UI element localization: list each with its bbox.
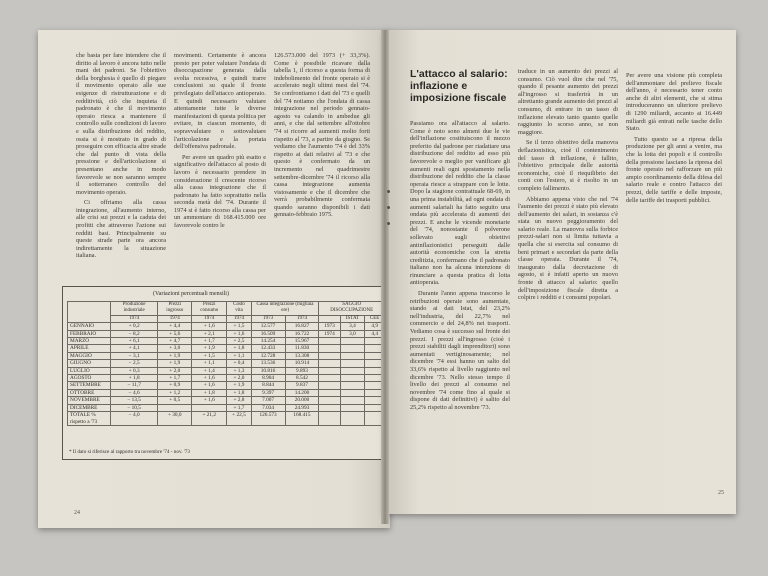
table-row: [68, 338, 385, 345]
table-cell-ingr: + 3,0: [158, 345, 192, 352]
table-cell-ingr: + 1,9: [158, 352, 192, 359]
table-cell-month: LUGLIO: [68, 367, 111, 374]
table-cell-istat: [340, 412, 365, 426]
table-cell-month: NOVEMBRE: [68, 397, 111, 404]
table-cell-ci73: 126.573: [251, 412, 285, 426]
col-header: Prezzi consumo: [192, 302, 227, 316]
left-column-2: [174, 52, 266, 304]
table-cell-ingr: + 5,6: [158, 330, 192, 337]
table-cell-ingr: + 1,9: [158, 360, 192, 367]
table-row: [68, 382, 385, 389]
sub-header: CEE: [365, 315, 385, 322]
paragraph: Per avere una visione più completa dell'ammontare del prelievo fiscale dell'anno, è necessario tener conto anche di altri elementi, che si stima introduceranno un ulteriore prelievo di 1290 miliardi, accanto ai 16.449 miliardi già entrati nelle tasche dello Stato.: [626, 72, 722, 133]
table-cell-ci74: 168.415: [285, 412, 319, 426]
table-cell-prod: + 0,2: [111, 323, 158, 330]
table-row: [68, 352, 385, 359]
right-column-2: [518, 68, 618, 496]
table-cell-ci74: 9.837: [285, 382, 319, 389]
col-header: SAGGIO DISOCCUPAZIONE: [319, 302, 385, 316]
table-row: [68, 389, 385, 396]
table-cell-prod: + 4,1: [111, 345, 158, 352]
table-cell-yr: 1974: [319, 330, 340, 337]
paragraph: traduce in un aumento dei prezzi al consumo. Ciò vuol dire che nel '75, quando il pesante aumento dei prezzi all'ingrosso si trasferirà in un altrettanto grande aumento dei prezzi al consumo, di entrare in un tasso di inflazione elevato tanto quanto quelle raggiunto lo scorso anno, se non maggiore.: [518, 68, 618, 136]
table-cell-cons: + 1,1: [192, 360, 227, 367]
sub-header: ISTAT: [340, 315, 365, 322]
table-cell-yr: 1973: [319, 323, 340, 330]
table-cell-prod: − 4,0: [111, 412, 158, 426]
table-row: [68, 375, 385, 382]
table-cell-cons: + 2,1: [192, 330, 227, 337]
table-cell-prod: + 1,8: [111, 375, 158, 382]
statistics-table: [67, 301, 385, 426]
table-cell-ci74: 14.200: [285, 389, 319, 396]
table-cell-cons: + 21,2: [192, 412, 227, 426]
table-cell-ci73: 8.844: [251, 382, 285, 389]
paragraph: Passiamo ora all'attacco al salario. Come è noto sono almeni due le vie dell'inflazione costituiscono il mezzo preferito dal padrone per riadattare una distribuzione del reddito ad esso più favorevole o meglio per vanificare gli aumenti reali ogni spostamento nella distribuzione del reddito che la classe operaia riesce a strappare con le lotte. Dopo la stagione contrattuale 68-69, in una prima instabilità, ad ogni ondata di aumenti salariali ha fatto seguito una ondata più accelerata di aumenti dei prezzi. E anche le vicende monetarie del '74, nonostante il polverone sollevato sugli obiettivi antinflazionistici perseguiti dalle autorità economiche con la stretta creditizia, confermano che il padronato italiano non ha alcuna intenzione di rinunciare a questa pratica di lotta antioperaia.: [410, 120, 510, 287]
paragraph: Ci offriamo alla cassa integrazione, all'aumento interno, alle crisi sui prezzi e la caduta dei profitti che attraverso l'azione sui redditi basi. Principalmente su queste strade parte ora ancora indirettamente la situazione italiana.: [76, 199, 166, 260]
table-cell-ci74: 13.308: [285, 352, 319, 359]
sub-header: 1974: [285, 315, 319, 322]
table-cell-month: GENNAIO: [68, 323, 111, 330]
table-cell-ci73: 8.904: [251, 375, 285, 382]
table-cell-prod: − 3,1: [111, 352, 158, 359]
table-cell-ingr: [158, 404, 192, 411]
table-cell-yr: [319, 352, 340, 359]
col-header: Produzione industriale: [111, 302, 158, 316]
table-cell-ci74: 9.893: [285, 367, 319, 374]
table-cell-month: AGOSTO: [68, 375, 111, 382]
table-body: [68, 323, 385, 426]
table-cell-cons: + 1,8: [192, 389, 227, 396]
table-cell-yr: [319, 338, 340, 345]
table-cell-ci74: 24.993: [285, 404, 319, 411]
table-cell-cons: + 1,4: [192, 367, 227, 374]
sub-header: 1974: [227, 315, 251, 322]
table-cell-istat: [340, 338, 365, 345]
table-cell-cons: + 1,9: [192, 345, 227, 352]
table-cell-ci73: 16.509: [251, 330, 285, 337]
table-cell-ingr: + 1,2: [158, 389, 192, 396]
table-cell-ci74: 15.967: [285, 338, 319, 345]
table-cell-istat: [340, 382, 365, 389]
table-cell-ingr: + 0,5: [158, 397, 192, 404]
table-cell-ingr: + 1,7: [158, 375, 192, 382]
table-row: [68, 367, 385, 374]
table-cell-vita: + 1,6: [227, 330, 251, 337]
article-heading: L'attacco al salario: inflazione e imposizione fiscale: [410, 68, 508, 104]
table-cell-cons: + 1,6: [192, 323, 227, 330]
table-cell-ci74: 16.827: [285, 323, 319, 330]
table-cell-ci73: 12.728: [251, 352, 285, 359]
table-cell-month: TOTALE % rispetto a '73: [68, 412, 111, 426]
table-cell-month: APRILE: [68, 345, 111, 352]
table-cell-istat: [340, 404, 365, 411]
table-cell-cons: + 1,6: [192, 397, 227, 404]
table-cell-cons: + 1,6: [192, 375, 227, 382]
table-cell-vita: + 2,0: [227, 375, 251, 382]
table-cell-ci74: 11.830: [285, 345, 319, 352]
book-spine: [381, 30, 389, 524]
table-row: [68, 412, 385, 426]
table-cell-yr: [319, 397, 340, 404]
table-cell-ingr: + 2,0: [158, 367, 192, 374]
table-cell-vita: + 1,5: [227, 323, 251, 330]
paragraph: Abbiamo appena visto che nel '74 l'aumento dei prezzi è stato più elevato dell'aumento dei salari, in sostanza c'è stata un nuovo peggioramento del salario reale. La manovra sulla forbice prezzi-salari non si limita tuttavia a quella che si esercita sul consumo di beni primari e secondari da parte della classe operaia. Durante il '74, inaugurato dalla decretazione di agosto, si è infatti aperto un nuovo fronte di attacco al salario: quello dell'imposizione fiscale diretta a colpire i redditi e i consumi popolari.: [518, 195, 618, 302]
sub-header: 1973: [251, 315, 285, 322]
paragraph: Tutto questo se a ripresa della produzione per gli anni a venire, ma che la lotta dei popoli e il controllo della pressione lasciano la ripresa del fronte operaio nel rafforzare un più ampio coordinamento della difesa del salario reale e contro l'attacco dei prezzi, delle tariffe e delle imposte, delle tariffe dei trasporti pubblici.: [626, 135, 722, 204]
sub-header: 1974: [111, 315, 158, 322]
table-cell-vita: + 1,9: [227, 382, 251, 389]
table-cell-cons: + 1,5: [192, 352, 227, 359]
table-cell-istat: [340, 345, 365, 352]
table-cell-istat: [340, 397, 365, 404]
table-cell-ci74: 20.000: [285, 397, 319, 404]
table-cell-yr: [319, 412, 340, 426]
table-cell-istat: [340, 352, 365, 359]
table-cell-vita: + 1,8: [227, 345, 251, 352]
data-table-box: [62, 286, 386, 460]
table-cell-ci74: 8.542: [285, 375, 319, 382]
table-cell-prod: − 11,7: [111, 382, 158, 389]
table-cell-month: FEBBRAIO: [68, 330, 111, 337]
right-column-3: [626, 72, 722, 496]
table-cell-prod: + 6,1: [111, 338, 158, 345]
right-page: [384, 30, 736, 514]
table-cell-prod: − 4,6: [111, 389, 158, 396]
table-footnote: * Il dato si riferisce al rapporto tra novembre '74 - nov. '73: [69, 449, 190, 455]
table-cell-istat: 3,4: [340, 323, 365, 330]
table-cell-ci73: 12.577: [251, 323, 285, 330]
table-cell-yr: [319, 375, 340, 382]
table-row: [68, 360, 385, 367]
table-cell-ingr: + 4,4: [158, 323, 192, 330]
page-number: 25: [718, 490, 724, 496]
sub-header: 1974: [158, 315, 192, 322]
table-cell-vita: + 0,4: [227, 360, 251, 367]
binding-hole: [387, 222, 390, 225]
table-cell-vita: + 1,3: [227, 367, 251, 374]
table-cell-yr: [319, 367, 340, 374]
table-title: (Variazioni percentuali mensili): [153, 291, 229, 297]
table-cell-yr: [319, 389, 340, 396]
table-row: [68, 330, 385, 337]
table-cell-cee: 4,4: [365, 330, 385, 337]
table-cell-ci73: 9.397: [251, 389, 285, 396]
table-cell-ci73: 7.034: [251, 404, 285, 411]
left-column-3: [274, 52, 370, 304]
sub-header: [319, 315, 340, 322]
table-cell-vita: + 1,1: [227, 352, 251, 359]
binding-hole: [387, 206, 390, 209]
paragraph: Durante l'anno appena trascorso le retribuzioni operaie sono aumentate, stando ai dati Istat, del 23,2% nell'industria, del 22,7% nel commercio e del 24,8% nei trasporti. Vediamo cosa è successo sul fronte dei prezzi. I prezzi all'ingrosso (cioè i prezzi stabiliti dagli imprenditori) sono aumentati vertiginosamente; nel dicembre '74 essi hanno un salto del 33,6% rispetto al livello raggiunto nel dicembre '73. Nello stesso tempo il livello dei prezzi al consumo nel novembre '74 come fino al quale si dispone di dati definitivi) è salito del 25,2% rispetto al novembre '73.: [410, 290, 510, 411]
sub-header: 1974: [192, 315, 227, 322]
table-cell-yr: [319, 360, 340, 367]
table-cell-month: MARZO: [68, 338, 111, 345]
table-cell-vita: + 1,7: [227, 404, 251, 411]
table-cell-prod: − 10,5: [111, 404, 158, 411]
table-cell-cons: [192, 404, 227, 411]
table-row: [68, 323, 385, 330]
page-number: 24: [74, 510, 80, 516]
table-cell-yr: [319, 404, 340, 411]
table-row: [68, 345, 385, 352]
table-cell-ci74: 10.914: [285, 360, 319, 367]
table-row: [68, 404, 385, 411]
table-cell-prod: − 2,5: [111, 360, 158, 367]
table-cell-month: GIUGNO: [68, 360, 111, 367]
table-cell-yr: [319, 345, 340, 352]
table-cell-vita: + 1,8: [227, 389, 251, 396]
table-cell-ci73: 14.254: [251, 338, 285, 345]
table-cell-vita: + 2,8: [227, 397, 251, 404]
paragraph: Per avere un quadro più esatto e significativo dell'attacco al posto di lavoro è necessario prendere in considerazione il crescente ricorso alla cassa integrazione che il padronato ha fatto soprattutto nella seconda metà del '74. Durante il 1974 si è fatto ricorso alla cassa per un ammontare di 168.415.000 ore favorevole contro le: [174, 153, 266, 230]
paragraph: 126.573.000 del 1973 (+ 33,3%). Come è possibile ricavare dalla tabella 1, il ricorso a questa forma di indebolimento del fronte operaio si è accelerato negli ultimi mesi del '74. Se confrontiamo i dati del '73 e quelli del '74 notiamo che l'ondata di cassa integrazione nel periodo gennaio-agosto va calando in ambedue gli anni, e che dal settembre all'ottobre '74 si ricorre ad aumenti molto forti rispetto al '73, a partire da giugno. Se vediamo che l'aumento '74 è del 33% rispetto ai dati relativi al '73 e che questo è confermato da un incremento nel quadrimestre settembre-dicembre '74 il ricorso alla cassa integrazione aumenta vistosamente e che il dicembre che verrà probabilmente confermata quando saranno disponibili i dati gennaio-febbraio 1975.: [274, 52, 370, 219]
table-cell-ci73: 13.536: [251, 360, 285, 367]
table-cell-cons: + 1,6: [192, 382, 227, 389]
table-row: [68, 397, 385, 404]
binding-hole: [387, 190, 390, 193]
right-column-1: [410, 120, 510, 496]
col-header: Costo vita: [227, 302, 251, 316]
table-cell-istat: [340, 375, 365, 382]
table-cell-vita: + 22,5: [227, 412, 251, 426]
table-cell-cons: + 1,7: [192, 338, 227, 345]
table-cell-month: DICEMBRE: [68, 404, 111, 411]
table-cell-ci73: 12.433: [251, 345, 285, 352]
table-cell-month: OTTOBRE: [68, 389, 111, 396]
table-cell-yr: [319, 382, 340, 389]
table-cell-ingr: + 30,0: [158, 412, 192, 426]
table-cell-istat: [340, 389, 365, 396]
table-cell-ingr: + 4,7: [158, 338, 192, 345]
table-cell-istat: [340, 367, 365, 374]
paragraph: Se il terzo obiettivo della manovra deflazionistica, cioè il contenimento del tasso di inflazione, è fallito, l'obiettivo principale delle autorità economiche, cioè il riequilibrio dei conti con l'estero, si è risolto in un completo fallimento.: [518, 139, 618, 192]
table-cell-prod: + 0,3: [111, 367, 158, 374]
table-cell-month: MAGGIO: [68, 352, 111, 359]
paragraph: che basta per fare intendere che il diritto al lavoro è ancora tutto nelle mani dei padroni. Se l'obiettivo della borghesia è quello di piegare il movimento operaio alle sue esigenze di ristrutturazione e di redditività, ciò che inquieta il padronato è che il movimento operaio riesca a mantenere il controllo sulle condizioni di lavoro e sulla distribuzione del reddito, ossia si è mostrato in grado di proseguire con efficacia altre strade che dal punto di vista della pressione e dell'articolazione si presentano anche in modo favorevole se non saranno sempre il sotterraneo controllo del movimento operaio.: [76, 52, 166, 196]
table-cell-vita: + 2,5: [227, 338, 251, 345]
table-cell-cee: 4,9: [365, 323, 385, 330]
table-cell-prod: − 8,2: [111, 330, 158, 337]
table-cell-prod: − 13,5: [111, 397, 158, 404]
col-header: Cassa integrazione (migliaia ore): [251, 302, 319, 316]
table-cell-ci74: 16.722: [285, 330, 319, 337]
table-cell-ci73: 10.816: [251, 367, 285, 374]
paragraph: movimenti. Certamente è ancora presto per poter valutare l'ondata di disoccupazione generata dalla svolta recessiva, e quindi trarre conclusioni su quale il fronte privilegiato dell'attacco antioperaio. E quindi necessario valutare attentamente tutte le diverse manifestazioni di questa politica per evitare, in ciascun momento, di sopravvalutare o sottovalutare l'articolazione e la portata dell'offensiva padronale.: [174, 52, 266, 151]
table-cell-ingr: + 0,9: [158, 382, 192, 389]
col-header: Prezzi ingrosso: [158, 302, 192, 316]
table-cell-istat: [340, 360, 365, 367]
table-cell-istat: 3,0: [340, 330, 365, 337]
table-cell-ci73: 7.007: [251, 397, 285, 404]
left-column-1: [76, 52, 166, 304]
table-cell-month: SETTEMBRE: [68, 382, 111, 389]
